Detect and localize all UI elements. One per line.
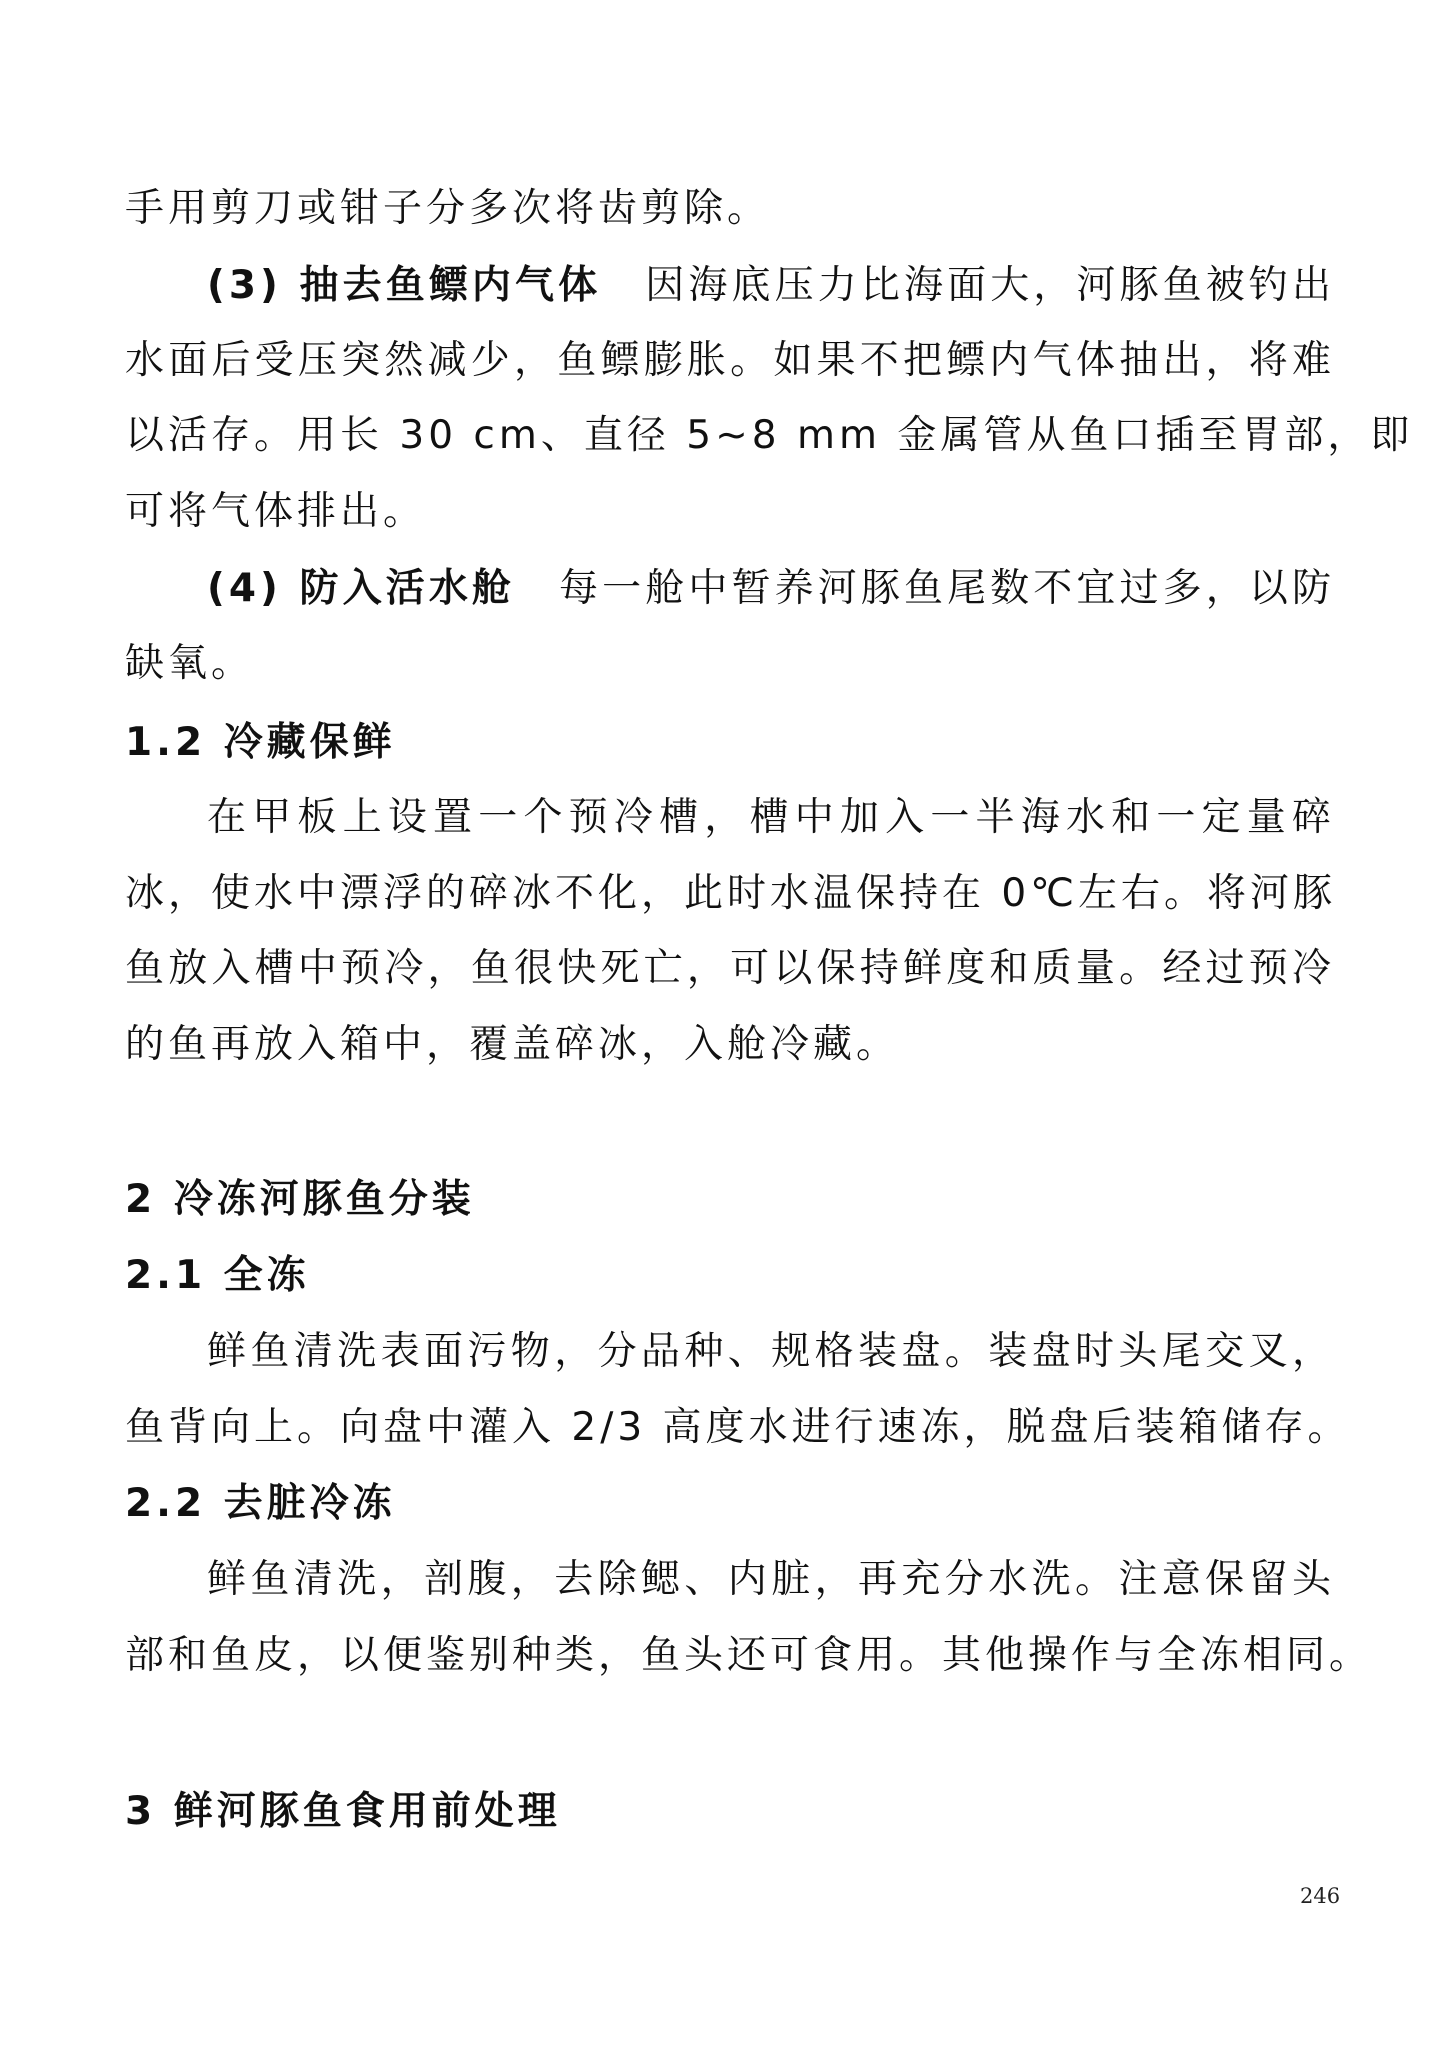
paragraph-line: 以活存。用长 30 cm、直径 5~8 mm 金属管从鱼口插至胃部，即 (125, 413, 1414, 458)
paragraph-line: 在甲板上设置一个预冷槽，槽中加入一半海水和一定量碎 (207, 795, 1335, 840)
section-heading: 1.2 冷藏保鲜 (125, 720, 396, 765)
paragraph-line: 鲜鱼清洗，剖腹，去除鳃、内脏，再充分水洗。注意保留头 (207, 1557, 1335, 1602)
page-number: 246 (1300, 1884, 1341, 1908)
paragraph-line: (3) 抽去鱼鳔内气体 因海底压力比海面大，河豚鱼被钓出 (207, 263, 1335, 308)
paragraph-line: 缺氧。 (125, 641, 255, 686)
section-heading: 2.1 全冻 (125, 1253, 310, 1298)
paragraph-line: 水面后受压突然减少，鱼鳔膨胀。如果不把鳔内气体抽出，将难 (125, 338, 1335, 383)
paragraph-line: 部和鱼皮，以便鉴别种类，鱼头还可食用。其他操作与全冻相同。 (125, 1633, 1373, 1678)
paragraph-line: 鱼背向上。向盘中灌入 2/3 高度水进行速冻，脱盘后装箱储存。 (125, 1405, 1351, 1450)
paragraph-line: 冰，使水中漂浮的碎冰不化，此时水温保持在 0℃左右。将河豚 (125, 871, 1337, 916)
paragraph-line: 的鱼再放入箱中，覆盖碎冰，入舱冷藏。 (125, 1022, 900, 1067)
paragraph-line: 鲜鱼清洗表面污物，分品种、规格装盘。装盘时头尾交叉， (207, 1329, 1335, 1374)
paragraph-line: 可将气体排出。 (125, 489, 427, 534)
paragraph-line: 手用剪刀或钳子分多次将齿剪除。 (125, 186, 771, 231)
paragraph-line: 鱼放入槽中预冷，鱼很快死亡，可以保持鲜度和质量。经过预冷 (125, 946, 1335, 991)
section-heading: 2 冷冻河豚鱼分装 (125, 1177, 475, 1222)
run-in-heading: (3) 抽去鱼鳔内气体 (207, 263, 602, 308)
paragraph-line: (4) 防入活水舱 每一舱中暂养河豚鱼尾数不宜过多，以防 (207, 566, 1335, 611)
section-heading: 3 鲜河豚鱼食用前处理 (125, 1789, 561, 1834)
section-heading: 2.2 去脏冷冻 (125, 1481, 396, 1526)
run-in-heading: (4) 防入活水舱 (207, 566, 516, 611)
